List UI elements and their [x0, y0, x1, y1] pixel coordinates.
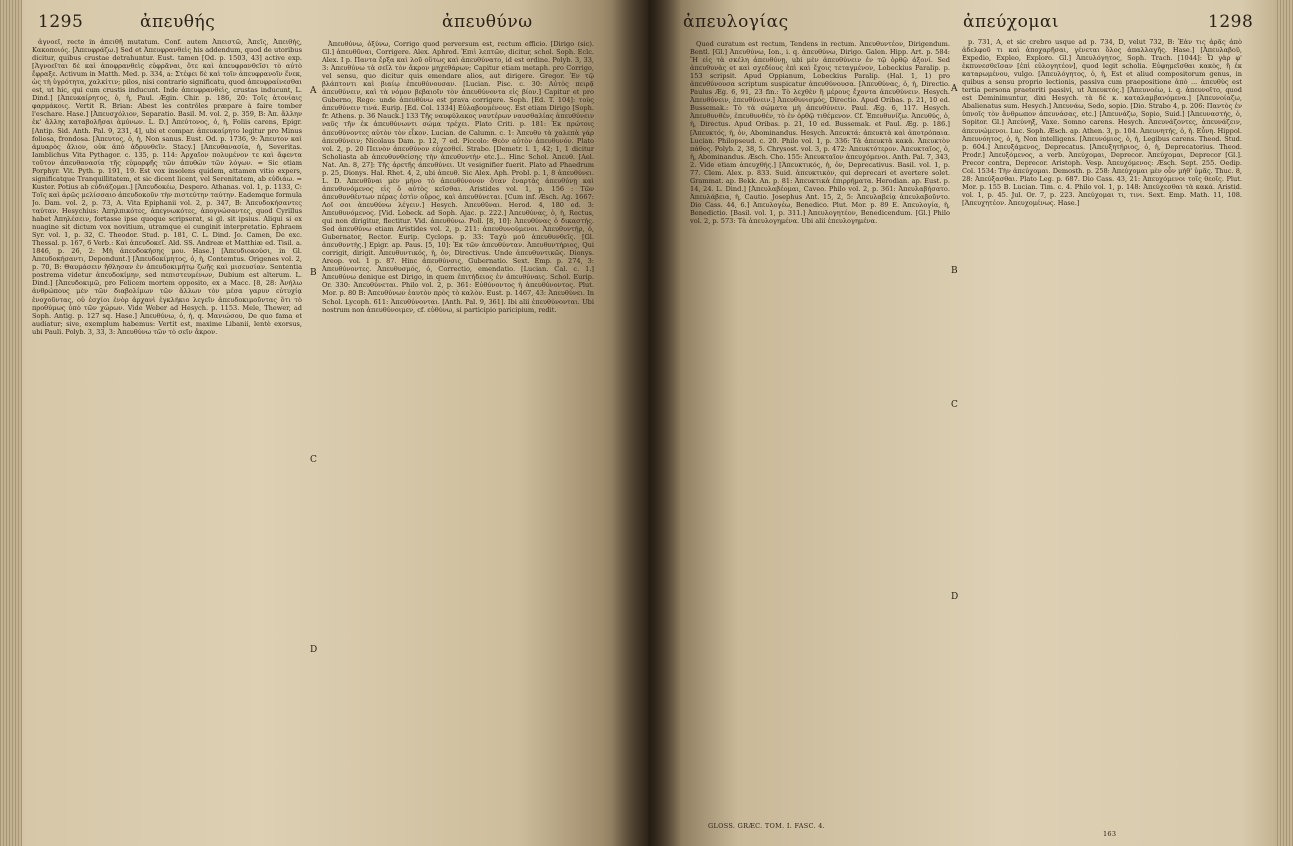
running-headword-left-2: ἀπευθύνω [442, 12, 533, 32]
right-page [648, 0, 1293, 846]
section-marker-d: D [951, 592, 959, 602]
dictionary-text: ἀγνοεῖ, recte in ἀπειθῆ mutatum. Conf. autem Ἀπειστῶ, Ἀπεῖς, Ἀπειθής, Κακοποιός. [Ἀπευφράζω.] Sed et Ἀπευφρανθεὶς his addendum, quod de utoribus dicitur, quibus crustae detrahuntur. Eust. tamen [Od. p. 1503, 43] active exp. [Ἀγνοεῖται δὲ καὶ ἀποφρανθεὶς εὐφρᾶναι, ὅτε καὶ ἀπευφρανθεῖσι τὸ αὐτὸ ἔφραξε. Activum in Matth. Med. p. 334, a: Στέφει δὲ καὶ τοῖν ἀπευφρανοῖν ἕνεκ, ὡς τὴ ὑγρότητα, χαλκίτιν; pilos, nisi contrario significatu, quod ἀπευφραίνεσθαι est, ut hic, qui cum crustis inducunt. Inde ἀπευφρανθεὶς, crustas inducunt, L. Dind.] [Ἀπευκαίρητος, ὁ, ἡ, Paul. Ægin. Chir. p. 186, 20: Τοῖς ἀτονίαις φαρμάκοις. Vertit R. Brian: Abest les contrôles præpare à faire tomber l'eschare. Hase.] [Ἀπευσχόλιον, Separatio. Basil. M. vol. 2, p. 359, B: Ἀπ. ἄλλην ἐκ' ἄλλης καταβολῆσαι ἀμύνων. L. D.] Ἀπεύτονος, ὁ, ἡ, Foliis carens, Epigr. [Antip. Sid. Anth. Pal. 9, 231, 4], ubi et compar. ἀπευκαίρητο legitur pro Minus foliosa, frondosa. [Ἀπευτος, ὁ, ἡ, Non sanus. Eust. Od. p. 1736, 9: Ἄπευτον καὶ ἀμυαρὸς ἄλιον, οὐκ ἀπὸ ἀδρυνθεῖν. Stacy.] [Ἀπευθανασία, ἡ, Severitas. Iamblichus Vita Pythagor. c. 135, p. 114: Ἀρχαῖον πολυμένον τε καὶ ἄφεντα τοῦτον ἀπευθανασία τῆς εὐμορφῆς τῶν ἀπυθών τῶν λόγων. = Sic etiam Porphyr. Vit. Pyth. p. 191, 19. Est vox insolens quidem, attamen vitio expers, significatque Tranquillitatem, et sic dicent licent, vel Serenitatem, ab εὐδιάω. = Kuster. Potius ab εὐδιάζομαι.] [Ἀπευδοκέω, Despero. Athanas. vol. 1, p. 1133, C: Τοῖς καὶ ἀρῶς μελίσσαιο ἀπευδοκοῦν τὴν πιστεύτην ταύτην. Eademque formula Jo. Dam. vol. 2, p. 73, A. Vita Epiphanii vol. 2, p. 347, B: Ἀπευδοκήσαντες ταύταν. Hesychius: Ἀπηλπικότες, ἀπεγνωκότες, ἀπογνώσαντες, quod Cyrillus habet Ἀπηλέσειν, fortasse ipse quoque scripserat, si gl. sit ipsius. Aliqui si ex nuagine sit dictum vox novitium, utramque ei cunginit interpretatio. Ephraem Syr. vol. 1, p. 32, C. Theodor. Stud. p. 181, C. L. Dind. Jo. Camen, De exc. Thessal. p. 167, 6 Verb.: Καὶ ἀπευδοκεῖ. Ald. SS. Andreæ et Matthiæ ed. Tisil. a. 1846, p. 26, 2: Μὴ ἀπευδοκήσης μου. Hase.] [Ἀπευδιοκούσι, in Gl. Ἀπευδοκήσαντι, Depondunt.] [Ἀπευδοκίμητος, ὁ, ἡ, Contemtus. Origenes vol. 2, p. 70, B: Θαυμάσειν ἤθλησαν ἐν ἀπευδοκιμήτῳ ζωῆς καὶ μισευσίαν. Sententia postrema videtur ἀπευδοκίμην, sed πεπιστευμένων, Dubium est alterum. L. Dind.] [Ἀπευδοκιμῶ, pro Felicem mortem opposito, ex a Macc. [8, 28: Ἀνήλω ἀνθρώπους μὲν τῶν διαβολίμων τῶν ἄλλων τὸν μέσα γαρυν εὐτυχίᾳ ἐνοχοῦντας, οὐ ἐσχίοι ἐνὸρ ἀρχανὶ ἐγκλήκιο λεγεῖν ἀπευδοκιμοῦντας ὅτι τὸ προθύμως ὑπὸ τῶν χώρων. Vide Weber ad Hesych. p. 1153. Mele, Thewer, ad Soph. Antig. p. 127 sq. Hase.] Ἀπευθύνω, ὁ, ἡ, q. Μανιώσου, De quo fama et audiatur; sive, exemplum habemus: Vertit est, maxime Libanii, lentè exorsus, ubi Pauli. Polyb. 3, 33, 3: Ἀπευθύνω τῶν τὸ σεῖν ἄκρον. [32, 38, 302, 336]
running-headword-right-2: ἀπεύχομαι [963, 12, 1060, 32]
page-number-left: 1295 [38, 12, 84, 32]
running-headword-right-1: ἀπευλογίας [683, 12, 789, 32]
page-number-right: 1298 [1208, 12, 1254, 32]
signature-number: 163 [1103, 830, 1117, 838]
page-edges-left [0, 0, 22, 846]
signature-footer: GLOSS. GRÆC. TOM. I. FASC. 4. [708, 822, 826, 830]
right-page-column-1 [690, 40, 950, 835]
section-marker-c: C [951, 400, 958, 410]
section-marker-c: C [310, 455, 317, 465]
dictionary-text: p. 731, A, et sic crebro usque ad p. 734, D, velut 732, B: Ἐὰν τις ἀρᾶς ἀπὸ ἀδελφοῦ τι καὶ ἀποχαρῆσαι, γένεται ὅλος ἀπαλλαγῆς. Hase.] [Ἀπευλαβοῦ, Expedio, Expleo, Exploro. Gl.] Ἀπευλόγητος, Soph. Trach. [1044]: Ὦ γὰρ φ' ἐκπυνεσθεῖσαν [ἐπὶ εὐλογητέον], quod legit scholia. Εὐφημεῖσθαι κακὸς, ἢ ἐκ καταρωμένου, vulgo. [Ἀπευλόγητος, ὁ, ἡ, Est et aliud compositorum genus, in quibus a sensu proprio lectionis, passiva cum praepositione ἀπὸ ... ἀπευθὺς est tertia persona praeteriti passivi, ut Ἀπευκτός.] [Ἀπευνοέω, i. q. ἀπευνοῖτο, quod est Deminimuntur, dixi Hesych. τὰ δὲ κ. καταλαμβανόμενα.] [Ἀπευνοίαζω, Abalienatus sum. Hesych.] Ἀπευνάω, Sedo, sopio. [Dio. Strabo 4, p. 206: Παντὸς ἐν ὑπνοῖς τὸν ἄνθρωπον ἀπευνάσας, etc.] [Ἀπευνάζω, Sopio, Suid.] [Ἀπευναστής, ὁ, Sopitor. Gl.] Ἀπεύνηξ, Vaxe. Somno carens. Hesych. Ἀπευνάζοντες, ἀπευνάζειν, ἀπευνώμενοι. Luc. Soph. Æsch. ap. Athen. 3, p. 104. Ἀπευνητής, ὁ, ἡ. Εὖνη. Hippol. Ἀπευνόητος, ὁ, ἡ, Non intelligens. [Ἀπευνόμιος, ὁ, ἡ, Legibus carens. Theod. Stud. p. 604.] Ἀπευξάμενος, Deprecatus. [Ἀπευξητήριος, ὁ, ἡ, Deprecatorius. Theod. Prodr.] Ἀπευξόμενος, a verb. Ἀπεύχομαι, Deprecor. Ἀπεύχομαι, Deprecor [Gl.]. Precor contra, Deprecor. Aristoph. Vesp. Ἀπευχόμενος: Æsch. Sept. 255. Oedip. Col. 1534: Τὴν ἀπεύχομαι. Demosth. p. 258: Ἀπεύχομαι μὲν οὖν μήθ' ὑμᾶς. Thuc. 8, 28: Ἀπεύξασθαι. Plato Leg. p. 687. Dio Cass. 43, 21: Ἀπευχόμενοι τοῖς θεοῖς. Plut. Mor. p. 155 B. Lucian. Tim. c. 4. Philo vol. 1, p. 148: Ἀπεύχεσθαι τὰ κακά. Aristid. vol. 1, p. 45. Jul. Or. 7, p. 223. Ἀπεύχομαι τι, τινι. Sext. Emp. Math. 11, 108. [Ἀπευχητέον. Ἀπευχομένως. Hase.] [962, 38, 1242, 207]
left-page-column-2 [322, 40, 594, 838]
right-page-column-2 [962, 38, 1242, 818]
section-marker-a: A [951, 84, 958, 94]
section-marker-d: D [310, 645, 318, 655]
section-marker-b: B [951, 266, 958, 276]
left-page-column-1 [32, 38, 302, 838]
running-headword-left-1: ἀπευθής [140, 12, 216, 32]
dictionary-text: Ἀπευθύνω, ὀξύνω, Corrigo quod perversum est, rectum efficio. [Dirigo (sic). Gl.] ἀπευθῦναι, Corrigere. Alex. Aphrod. Ἐπιὶ λεπτῶν, dicitur, schol. Soph. Eclc. Alex. I p. Παντα ἔρξα καὶ λοῦ οὕτως καὶ ἀπευθύνατο, id est ordine. Polyb. 3, 33, 3: Ἀπευθύνω τὰ σεῖλ τὸν ἄκρον μηχεθάρων; Capitur etiam metaph. pro Corrigo, vel sensu, quo dicitur quis emendare alios, aut dirigere. Gregor. Ἐν τῷ βλάπτοντι καὶ βιαίῳ ἐπευθύνουσαν. [Lucian. Pisc. c. 30: Αὐτὸς πειρᾷ ἀπευθύνειν, καὶ τὰ νόμον βεβαιοῖν τὸν ἀπευθύνοντα εἰς βίον.] Capitur et pro Guberno, Rego: unde ἀπευθύνω est prava corrigere. Soph. [Ed. T. 104]: τοὺς ἀπευθύνειν τινά. Eurip. [Ed. Col. 1334] Εὐλαβουμένους. Est etiam Dirigo [Soph. fr. Athens. p. 36 Nauck.] 133 Τῆς ναυφύλακος ναυτέρων ναυσθαλίας ἀπευθύνειν ναῦς τῆν ἐκ ἀπευθύνωντι σώμα τρέχει. Plato Criti. p. 181: Ἐκ πρώτοις ἀπευθύνοντες αὐτὸν τὸν εἶκον. Lucian. de Calumn. c. 1: Ἀπευθυ τὰ χαλεπὰ γάρ ἀπευθύνειν; Nicolaus Dam. p. 12, 7 ed. Piccolo: Θεὸν αὐτὸν ἀπευθυνόν. Plato vol. 2, p. 20 Πεινὸν ἀπευθύνον εὐχεσθεί. Strabo. [Demetr. l. 1, 42; 1, 1 dicitur Scholiasta ab ἀπευθυνθείσης τὴν ἀπευθυντὴν etc.]... Hinc Schol. Ἀπευθ. [Ael. Nat. An. 8, 27]: Τῆς ἀρετῆς ἀπευθύνει. Ut vesignifier fuerit. Plato ad Phaedrum p. 25, Dionys. Hal. Rhet. 4, 2, ubi ἀπευθ. Sic Alex. Aph. Probl. p. 1, 8 ἀπευθύνει. L. D. Ἀπευθῦναι μὲν μήνο τὸ ἀπευθύνονον ὅταν ἐναρτὰς ἀπευθύνῃ καὶ ἀπευθυνόμενος εἰς ὃ αὐτὸς κεῖσθαι. Aristides vol. 1, p. 156 : Τῶν ἀπευθυνθέντων πέρας ἐστὶν οὔρος, καὶ ἀπευθύνεται. [Cum inf. Æsch. Ag. 1667: Λοῖ σοι ἀπευθύνω λέγειν.] Hesych. Ἀπευθῦναι. Herod. 4, 180 ed. 3: Ἀπευθυνόμενος. [Vid. Lobeck. ad Soph. Ajac. p. 222.] Ἀπευθύνας, ὁ, ἡ, Rectus, qui non dirigitur, flectitur. Vid. ἀπευθύνω. Poll. [8, 10]: Ἀπευθύνας ὁ δικαστής. Sed ἀπευθύνω etiam Aristides vol. 2, p. 211: ἀπευθυνούμενοι. Ἀπευθυντήρ, ὁ, Gubernator, Rector. Eurip. Cyclops. p. 33: Ταχὺ μοῦ ἀπευθυνθεῖς. [Gl. ἀπευθυντὴς.] Epigr. ap. Paus. [5, 10]: Ἐκ τῶν ἀπευθύνταν. Ἀπευθυντήριος, Qui corrigit, dirigit. Ἀπευθυντικός, ἡ, ὁν, Directivus. Unde ἀπευθυντικῶς. Dionys. Areop. vol. 1 p. 87. Hinc ἀπευθύνσις, Gubernatio. Sext. Emp. p. 274, 3: Ἀπευθύνοντες. Ἀπευθυσμός, ὁ, Correctio, emendatio. [Lucian. Cal. c. 1.] Ἀπευθύνω denique est Dirigo, in quem ἐπιτήδειος ἐν ἀπευθύναις. Schol. Eurip. Or. 330: Ἀπευθύνεται. Philo vol. 2, p. 361: Εὐθύνοντος ἡ ἀπευθύνοντος. Plut. Mor. p. 80 B: Ἀπευθύνων ἑαυτὸν πρὸς τὸ καλὸν. Eust. p. 1467, 43: Ἀπευθύνει. In Schol. Lycoph. 611: Ἀπευθύνονται. [Anth. Pal. 9, 361]. Ibi alii ἐπευθύνονται. Ubi nostrum non ἀπευθύνοιμεν, cf. εὐθύνω, si participio paricipium, redit. [322, 40, 594, 314]
section-marker-a: A [310, 86, 317, 96]
section-marker-b: B [310, 268, 317, 278]
dictionary-text: Quod curatum est rectum, Tendens in rectum. Ἀπευθυντέον, Dirigendum. Bentl. [Gl.] Ἀπευθύνω, Ion., i. q. ἀπευθύνω, Dirigo. Galen. Hipp. Art. p. 584: Ἢ εἰς τὰ σκέλη ἀπευθύνῃ, ubi μὲν ἀπευθύνειν ἐν τῷ ὀρθῷ ἀξονί. Sed ἀπευθυνὰς et καὶ σχεδίους ἐπὶ καὶ ἔχοις τεταγμένον, Lobeckius Paralip. p. 153 scripsit. Apud Oppianum, Lobeckius Paralip. (Hal. 1, 1) pro ἀπευθύνουσα scriptum suspicatur ἀπευθύνουσα. [Ἀπευθύνας, ὁ, ἡ, Directio. Paulus Æg. 6, 91, 23 fin.: Τὸ λεχθὲν ἢ μέρους ἔχοντα ἀπευθύνειν. Hesych. Ἀπευθύνειν, ἐπευθύνειν.] Ἀπευθυνισμός, Directio. Apud Oribas. p. 21, 10 ed. Bussemak.: Τὸ τὰ σώματα μὴ ἀπευθύνειν. Paul. Æg. 6, 117. Hesych. Ἀπευθυνθέν, ἐπευθυνθέν, τὸ ἐν ὀρθῷ τιθέμενον. Cf. Ἐπευθυνίζω. Ἀπευθύς, ὁ, ἡ, Directus. Apud Oribas. p. 21, 10 ed. Bussemak. et Paul. Æg. p. 186.] [Ἀπευκτός, ἡ, ὁν, Abominandus. Hesych. Ἀπευκτά: ἀπευκτὰ καὶ ἀποτρόπαια. Lucian. Philopseud. c. 20. Philo vol. 1, p. 336: Τὰ ἀπευκτὰ κακὰ. Ἀπευκτὸν πάθος. Polyb. 2, 38, 5. Chrysost. vol. 3, p. 472: Ἀπευκτότερον. Ἀπευκταῖος, ὁ, ἡ, Abominandus. Æsch. Cho. 155: Ἀπευκταῖον ἀπευχόμενοι. Anth. Pal. 7, 343, 2. Vide etiam ἀπευχθής.] [Ἀπευκτικός, ἡ, ὁν, Deprecativus. Basil. vol. 1, p. 77. Clem. Alex. p. 833. Suid. ἀπευκτικὸν, qui deprecari et avertere solet. Grammat. ap. Bekk. An. p. 81: Ἀπευκτικὰ ἐπιρρήματα. Herodian. ap. Eust. p. 14, 24. L. Dind.] [Ἀπευλαβέομαι, Caveo. Philo vol. 2, p. 361: Ἀπευλαβήσατο. Ἀπευλάβεια, ἡ, Cautio. Josephus Ant. 15, 2, 5: Ἀπευλαβείᾳ ἀπευλαβοῦντο. Dio Cass. 44, 6.] Ἀπευλογέω, Benedico. Plut. Mor. p. 89 E. Ἀπευλογία, ἡ, Benedictio. [Basil. vol. 1, p. 311.] Ἀπευλογητέον, Benedicendum. [Gl.] Philo vol. 2, p. 573: Τὰ ἀπευλογημένα. Ubi alii ἐπευλογημένα. [690, 40, 950, 226]
page-edges-right [1275, 0, 1293, 846]
